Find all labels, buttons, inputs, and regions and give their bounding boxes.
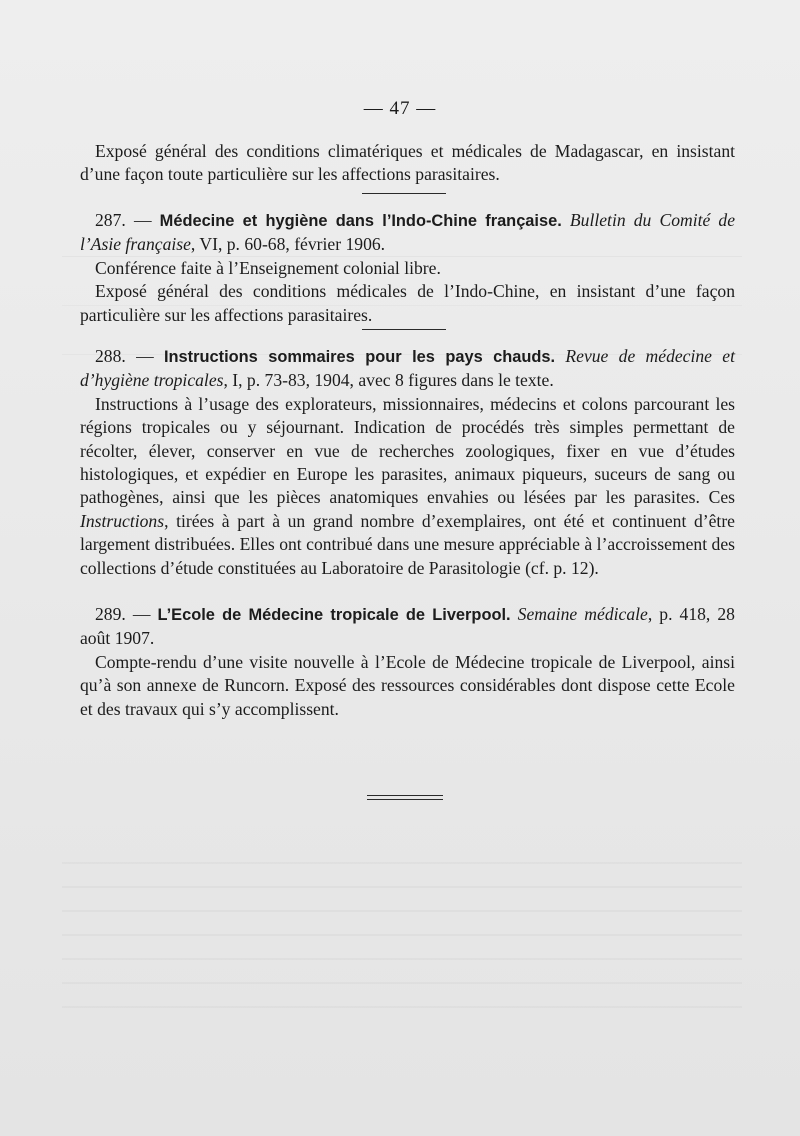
entry-heading: 287. — Médecine et hygiène dans l’Indo-Chine française. Bulletin du Comité de l’Asie française, VI, p. 60-68, février 1906.: [80, 210, 736, 255]
entry-heading: 289. — L’Ecole de Médecine tropicale de Liverpool. Semaine médicale, p. 418, 28 août 1907.: [80, 604, 735, 649]
citation: , p. 418, 28 août 1907.: [80, 604, 735, 649]
entry-number: 287.: [95, 210, 126, 230]
citation: , VI, p. 60-68, février 1906.: [190, 234, 386, 255]
end-rule: [367, 795, 443, 796]
entry-heading: 288. — Instructions sommaires pour les pays chauds. Revue de médecine et d’hygiène tropicales, I, p. 73-83, 1904, avec 8 figures dans le texte.: [80, 346, 735, 391]
show-through-texture-lower: [62, 840, 742, 1010]
entry-288: [80, 345, 735, 580]
citation: , I, p. 73-83, 1904, avec 8 figures dans le texte.: [223, 370, 554, 391]
journal-name: Semaine médicale: [517, 604, 648, 624]
separator-rule: [362, 329, 446, 330]
entry-paragraph: Compte-rendu d’une visite nouvelle à l’Ecole de Médecine tropicale de Liverpool, ainsi qu’à son annexe de Runcorn. Exposé des ressources considérables dont dispose cette Ecole et des travaux qui s’y accomplissent.: [80, 651, 735, 719]
page-number: — 47 —: [363, 98, 437, 119]
entry-number: 289.: [95, 604, 126, 624]
entry-title: Médecine et hygiène dans l’Indo-Chine française.: [159, 212, 562, 230]
journal-name: Bulletin du Comité de l’Asie française: [80, 210, 736, 255]
entry-title: Instructions sommaires pour les pays chauds.: [163, 348, 556, 366]
separator-rule: [362, 193, 446, 194]
intro-paragraph: Exposé général des conditions climatériques et médicales de Madagascar, en insistant d’une façon toute particulière sur les affections parasitaires.: [80, 141, 735, 185]
end-rule: [367, 799, 443, 800]
entry-paragraph: Instructions à l’usage des explorateurs, missionnaires, médecins et colons parcourant les régions tropicales ou y séjournant. Indication de procédés très simples permettant de récolter, élever, conserver en vue de recherches zoologiques, fixer en vue d’études histologiques, et expédier en Europe les parasites, animaux piqueurs, suceurs de sang ou pathogènes, ainsi que les pièces anatomiques envahies ou lésées par les parasites. Ces Instructions, tirées à part à un grand nombre d’exemplaires, ont été et continuent d’être largement distribuées. Elles ont contribué dans une mesure appréciable à l’accroissement des collections d’étude constituées au Laboratoire de Parasitologie (cf. p. 12).: [80, 393, 735, 578]
entry-paragraph: Conférence faite à l’Enseignement colonial libre.: [95, 257, 441, 278]
journal-name: Revue de médecine et d’hygiène tropicales: [80, 346, 735, 391]
entry-number: 288.: [95, 346, 126, 366]
entry-title: L’Ecole de Médecine tropicale de Liverpool.: [157, 606, 511, 624]
entry-287: [80, 209, 735, 327]
entry-paragraph: Exposé général des conditions médicales de l’Indo-Chine, en insistant d’une façon particulière sur les affections parasitaires.: [80, 281, 735, 325]
entry-289: [80, 603, 735, 721]
